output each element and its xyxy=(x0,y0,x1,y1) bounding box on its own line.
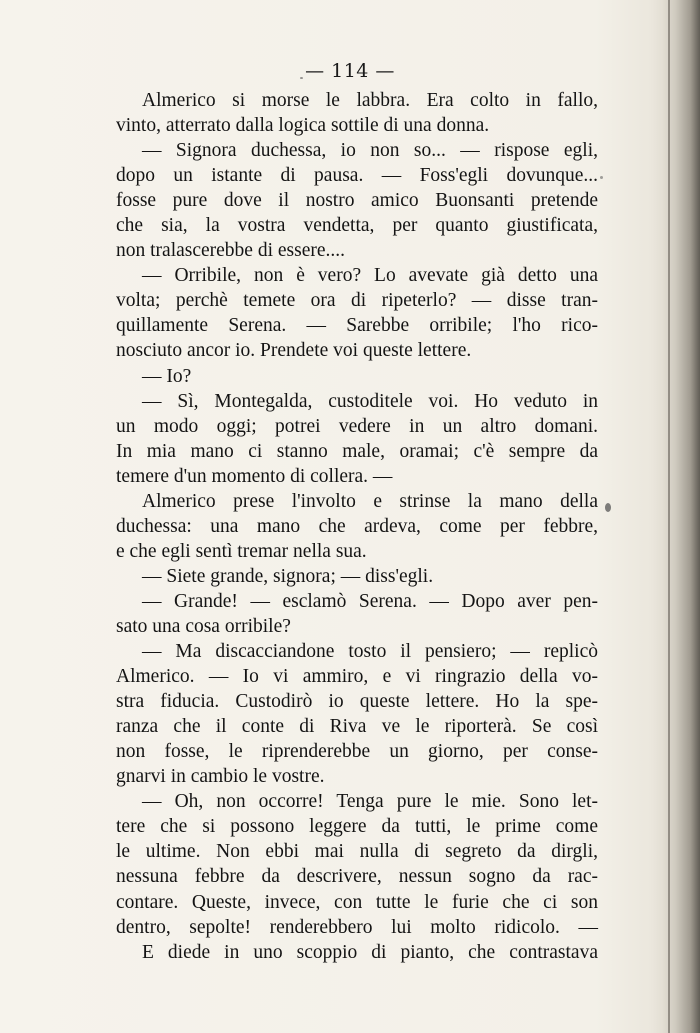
page-number: — 114 — xyxy=(305,60,395,82)
text-line: — Io? xyxy=(142,365,192,387)
text-line: nessuna febbre da descrivere, nessun sogno da rac- xyxy=(116,866,598,888)
text-line: E diede in uno scoppio di pianto, che contrastava xyxy=(142,941,598,963)
body-text xyxy=(116,88,598,965)
text-line: fosse pure dove il nostro amico Buonsanti pretende xyxy=(116,190,598,212)
text-line: non fosse, le riprenderebbe un giorno, per conse- xyxy=(116,741,598,763)
text-line: che sia, la vostra vendetta, per quanto giustificata, xyxy=(116,215,598,237)
text-line: — Sì, Montegalda, custoditele voi. Ho veduto in xyxy=(142,390,598,412)
text-line: — Siete grande, signora; — diss'egli. xyxy=(142,565,434,587)
text-line: non tralascerebbe di essere.... xyxy=(116,240,346,262)
text-line: quillamente Serena. — Sarebbe orribile; l'ho rico- xyxy=(116,315,598,337)
text-line: sato una cosa orribile? xyxy=(116,615,291,637)
text-line: vinto, atterrato dalla logica sottile di una donna. xyxy=(116,115,490,137)
text-line: — Signora duchessa, io non so... — rispose egli, xyxy=(142,140,598,162)
text-line: duchessa: una mano che ardeva, come per febbre, xyxy=(116,515,598,537)
text-line: — Oh, non occorre! Tenga pure le mie. Sono let- xyxy=(142,791,598,813)
text-line: stra fiducia. Custodirò io queste lettere. Ho la spe- xyxy=(116,691,598,713)
text-line: tere che si possono leggere da tutti, le prime come xyxy=(116,816,598,838)
text-line: dentro, sepolte! renderebbero lui molto ridicolo. — xyxy=(116,916,598,938)
text-line: Almerico. — Io vi ammiro, e vi ringrazio della vo- xyxy=(116,666,598,688)
text-line: nosciuto ancor io. Prendete voi queste lettere. xyxy=(116,340,472,362)
text-line: — Grande! — esclamò Serena. — Dopo aver pen- xyxy=(142,590,598,612)
text-line: Almerico prese l'involto e strinse la mano della xyxy=(142,490,598,512)
text-line: temere d'un momento di collera. — xyxy=(116,465,393,487)
ink-speck xyxy=(600,176,603,179)
text-line: In mia mano ci stanno male, oramai; c'è sempre da xyxy=(116,440,598,462)
text-line: — Ma discacciandone tosto il pensiero; — replicò xyxy=(142,641,598,663)
text-line: Almerico si morse le labbra. Era colto in fallo, xyxy=(142,90,598,111)
text-line: — Orribile, non è vero? Lo avevate già detto una xyxy=(142,265,598,287)
text-line: contare. Queste, invece, con tutte le furie che ci son xyxy=(116,891,598,913)
text-line: un modo oggi; potrei vedere in un altro domani. xyxy=(116,415,598,437)
page-edge-line xyxy=(668,0,670,1033)
text-line: e che egli sentì tremar nella sua. xyxy=(116,540,367,562)
text-line: gnarvi in cambio le vostre. xyxy=(116,766,325,788)
text-line: volta; perchè temete ora di ripeterlo? — disse tran- xyxy=(116,290,598,312)
ink-speck xyxy=(605,503,611,512)
text-line: le ultime. Non ebbi mai nulla di segreto da dirgli, xyxy=(116,841,598,863)
text-line: dopo un istante di pausa. — Foss'egli dovunque... xyxy=(116,165,598,187)
text-line: ranza che il conte di Riva ve le riporterà. Se così xyxy=(116,716,598,738)
